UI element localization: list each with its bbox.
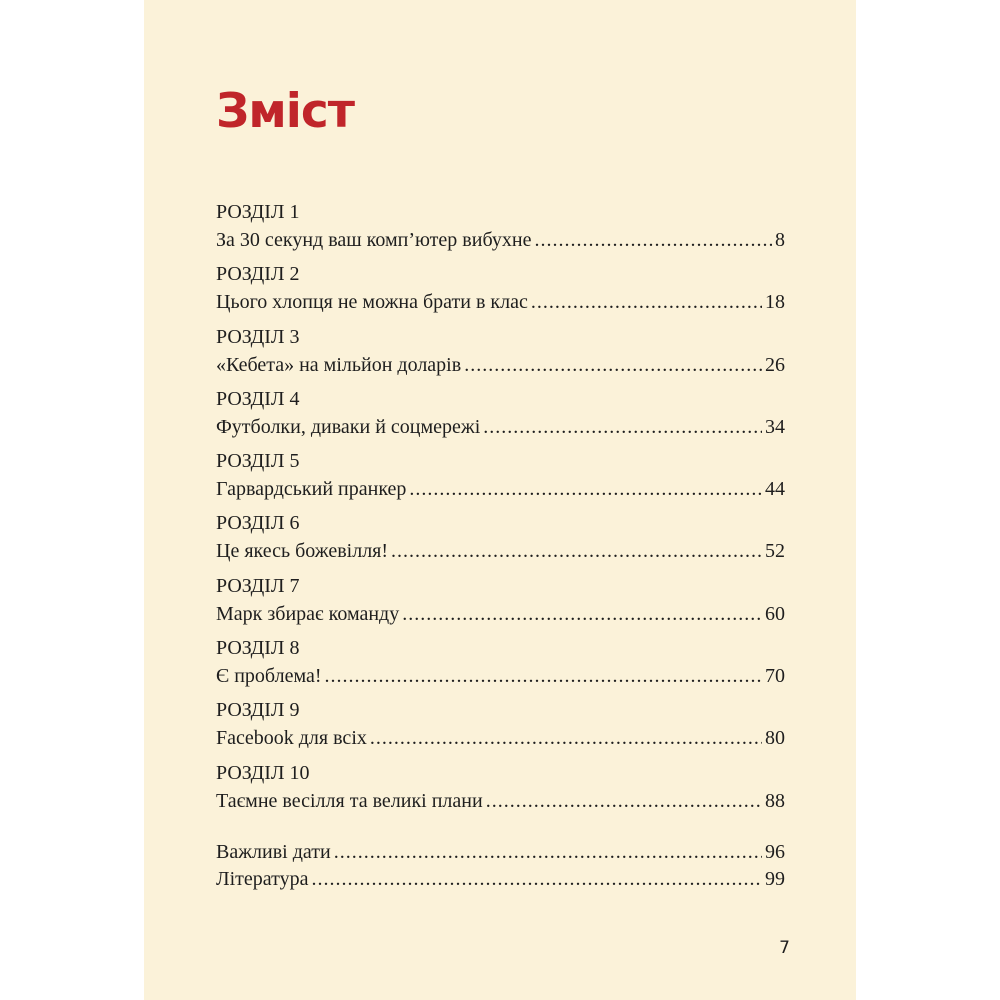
toc-entry-literature bbox=[216, 866, 785, 893]
toc-entry bbox=[216, 351, 785, 379]
toc-chapter-10 bbox=[216, 759, 785, 821]
dot-leader bbox=[311, 866, 762, 893]
toc-entry bbox=[216, 537, 785, 565]
chapter-label: РОЗДІЛ 8 bbox=[216, 637, 300, 660]
entry-page-number: 99 bbox=[765, 867, 785, 890]
dot-leader bbox=[464, 351, 762, 379]
dot-leader bbox=[334, 839, 762, 866]
chapter-label: РОЗДІЛ 6 bbox=[216, 512, 300, 535]
chapter-label: РОЗДІЛ 3 bbox=[216, 325, 300, 348]
toc-chapter-3 bbox=[216, 323, 785, 385]
dot-leader bbox=[483, 413, 762, 441]
entry-page-number: 80 bbox=[765, 727, 785, 750]
chapter-label: РОЗДІЛ 10 bbox=[216, 761, 310, 784]
toc-entry bbox=[216, 724, 785, 752]
entry-title: Таємне весілля та великі плани bbox=[216, 789, 483, 812]
entry-page-number: 34 bbox=[765, 415, 785, 438]
entry-page-number: 88 bbox=[765, 789, 785, 812]
entry-title: Гарвардський пранкер bbox=[216, 478, 407, 501]
entry-title: Марк збирає команду bbox=[216, 602, 400, 625]
entry-title: Це якесь божевілля! bbox=[216, 540, 389, 563]
dot-leader bbox=[391, 537, 762, 565]
toc-extras bbox=[216, 839, 785, 893]
chapter-label: РОЗДІЛ 1 bbox=[216, 201, 300, 223]
entry-page-number: 96 bbox=[765, 840, 785, 863]
table-of-contents bbox=[216, 198, 785, 893]
entry-title: Facebook для всіх bbox=[216, 727, 367, 750]
entry-page-number: 26 bbox=[765, 353, 785, 376]
toc-entry bbox=[216, 226, 785, 254]
dot-leader bbox=[486, 787, 762, 815]
entry-page-number: 18 bbox=[765, 291, 785, 314]
page-title: Зміст bbox=[216, 84, 355, 139]
toc-entry bbox=[216, 413, 785, 441]
toc-chapter-1 bbox=[216, 198, 785, 260]
entry-title: Література bbox=[216, 867, 309, 890]
entry-page-number: 44 bbox=[765, 478, 785, 501]
page-number: 7 bbox=[779, 938, 790, 958]
toc-chapter-7 bbox=[216, 572, 785, 634]
chapter-label: РОЗДІЛ 7 bbox=[216, 574, 300, 597]
entry-title: Цього хлопця не можна брати в клас bbox=[216, 291, 528, 314]
toc-chapter-2 bbox=[216, 260, 785, 322]
toc-chapter-4 bbox=[216, 385, 785, 447]
chapter-label: РОЗДІЛ 4 bbox=[216, 387, 300, 410]
toc-entry bbox=[216, 787, 785, 815]
entry-title: Футболки, диваки й соцмережі bbox=[216, 415, 481, 438]
toc-entry bbox=[216, 288, 785, 316]
dot-leader bbox=[409, 475, 762, 503]
dot-leader bbox=[534, 226, 772, 254]
toc-entry bbox=[216, 475, 785, 503]
entry-title: «Кебета» на мільйон доларів bbox=[216, 353, 462, 376]
toc-entry bbox=[216, 662, 785, 690]
entry-title: Є проблема! bbox=[216, 665, 322, 688]
entry-page-number: 52 bbox=[765, 540, 785, 563]
toc-chapter-8 bbox=[216, 634, 785, 696]
dot-leader bbox=[370, 724, 762, 752]
dot-leader bbox=[402, 600, 762, 628]
entry-title: Важливі дати bbox=[216, 840, 331, 863]
entry-page-number: 60 bbox=[765, 602, 785, 625]
chapter-label: РОЗДІЛ 5 bbox=[216, 450, 300, 473]
entry-title: За 30 секунд ваш комп’ютер вибухне bbox=[216, 229, 532, 251]
dot-leader bbox=[531, 288, 762, 316]
toc-chapter-5 bbox=[216, 447, 785, 509]
entry-page-number: 8 bbox=[775, 229, 785, 251]
toc-entry bbox=[216, 600, 785, 628]
chapter-label: РОЗДІЛ 9 bbox=[216, 699, 300, 722]
entry-page-number: 70 bbox=[765, 665, 785, 688]
toc-entry-important-dates bbox=[216, 839, 785, 866]
book-page bbox=[144, 0, 856, 1000]
toc-chapter-6 bbox=[216, 509, 785, 571]
toc-chapter-9 bbox=[216, 696, 785, 758]
chapter-label: РОЗДІЛ 2 bbox=[216, 263, 300, 286]
dot-leader bbox=[325, 662, 763, 690]
